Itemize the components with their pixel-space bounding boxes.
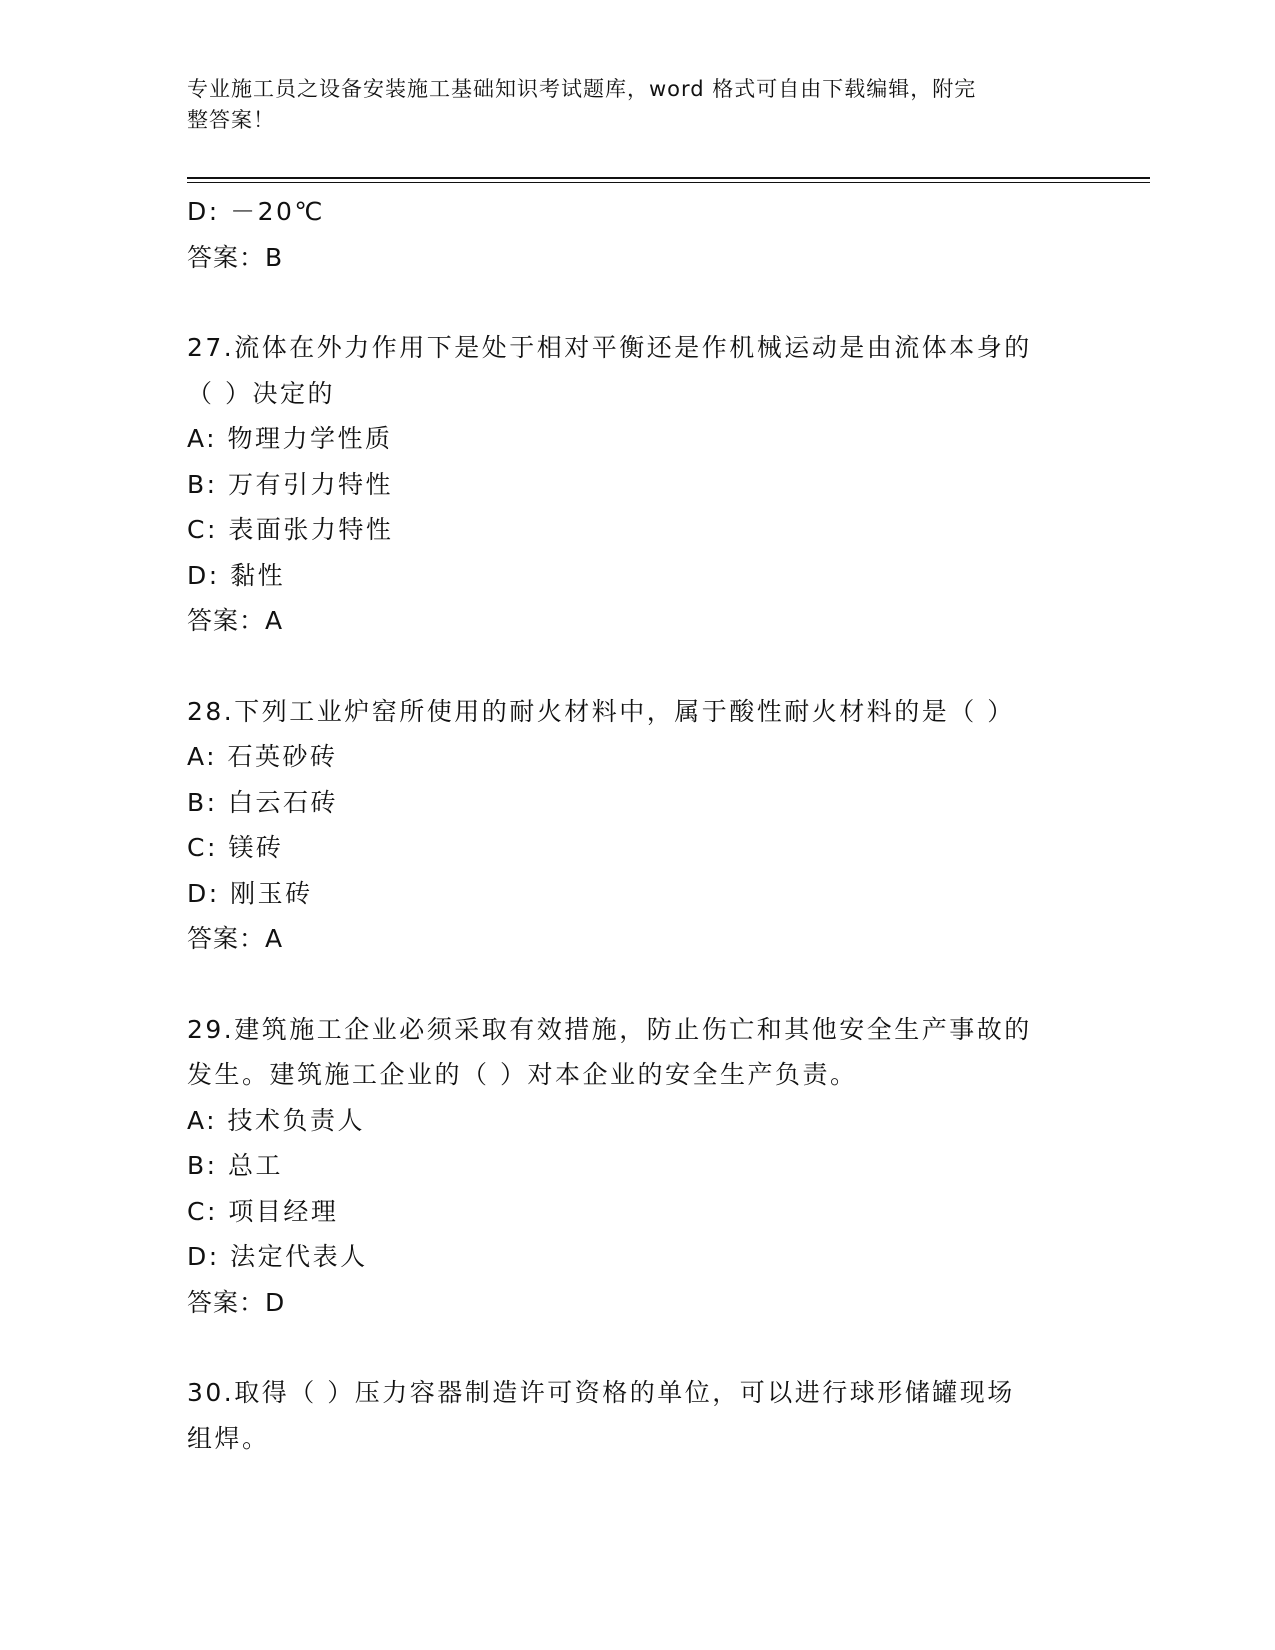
header-title-line-2: 整答案！ [187,108,275,132]
header-divider-thick [187,177,1150,179]
option-b: B: 万有引力特性 [187,469,394,499]
option-c: C: 项目经理 [187,1196,339,1226]
question-28 [187,689,1087,962]
option-a: A: 技术负责人 [187,1105,366,1135]
question-stem-line-2: （ ）决定的 [187,378,335,408]
spacer [187,280,1087,325]
spacer [187,1325,1087,1370]
spacer [187,962,1087,1007]
question-stem-line-1: 27.流体在外力作用下是处于相对平衡还是作机械运动是由流体本身的 [187,333,1032,362]
question-stem-line-1: 28.下列工业炉窑所使用的耐火材料中，属于酸性耐火材料的是（ ） [187,696,1015,726]
option-b: B: 白云石砖 [187,787,339,817]
option-a: A: 物理力学性质 [187,424,393,453]
question-stem-line-1: 30.取得（ ）压力容器制造许可资格的单位，可以进行球形储罐现场 [187,1378,1015,1407]
header-title-line-1: 专业施工员之设备安装施工基础知识考试题库，word 格式可自由下载编辑，附完 [187,77,977,101]
spacer [187,644,1087,689]
option-d: D: 法定代表人 [187,1242,368,1271]
option-d: D: －20℃ [187,197,326,226]
question-27 [187,325,1087,644]
question-29 [187,1007,1087,1326]
option-b: B: 总工 [187,1151,284,1180]
question-list [187,189,1087,1461]
answer-line: 答案：A [187,924,284,953]
answer-line: 答案：B [187,242,284,272]
option-c: C: 表面张力特性 [187,515,394,544]
question-stem-line-2: 发生。建筑施工企业的（ ）对本企业的安全生产负责。 [187,1060,858,1089]
answer-line: 答案：D [187,1287,286,1317]
option-d: D: 刚玉砖 [187,878,313,908]
option-d: D: 黏性 [187,560,286,590]
question-stem-line-1: 29.建筑施工企业必须采取有效措施，防止伤亡和其他安全生产事故的 [187,1014,1032,1044]
option-a: A: 石英砂砖 [187,742,338,771]
question-stem-line-2: 组焊。 [187,1423,270,1453]
option-c: C: 镁砖 [187,833,284,862]
previous-question-tail [187,189,1087,280]
page-header [187,74,1067,136]
question-30 [187,1370,1087,1461]
answer-line: 答案：A [187,606,284,635]
header-divider-thin [187,182,1150,183]
